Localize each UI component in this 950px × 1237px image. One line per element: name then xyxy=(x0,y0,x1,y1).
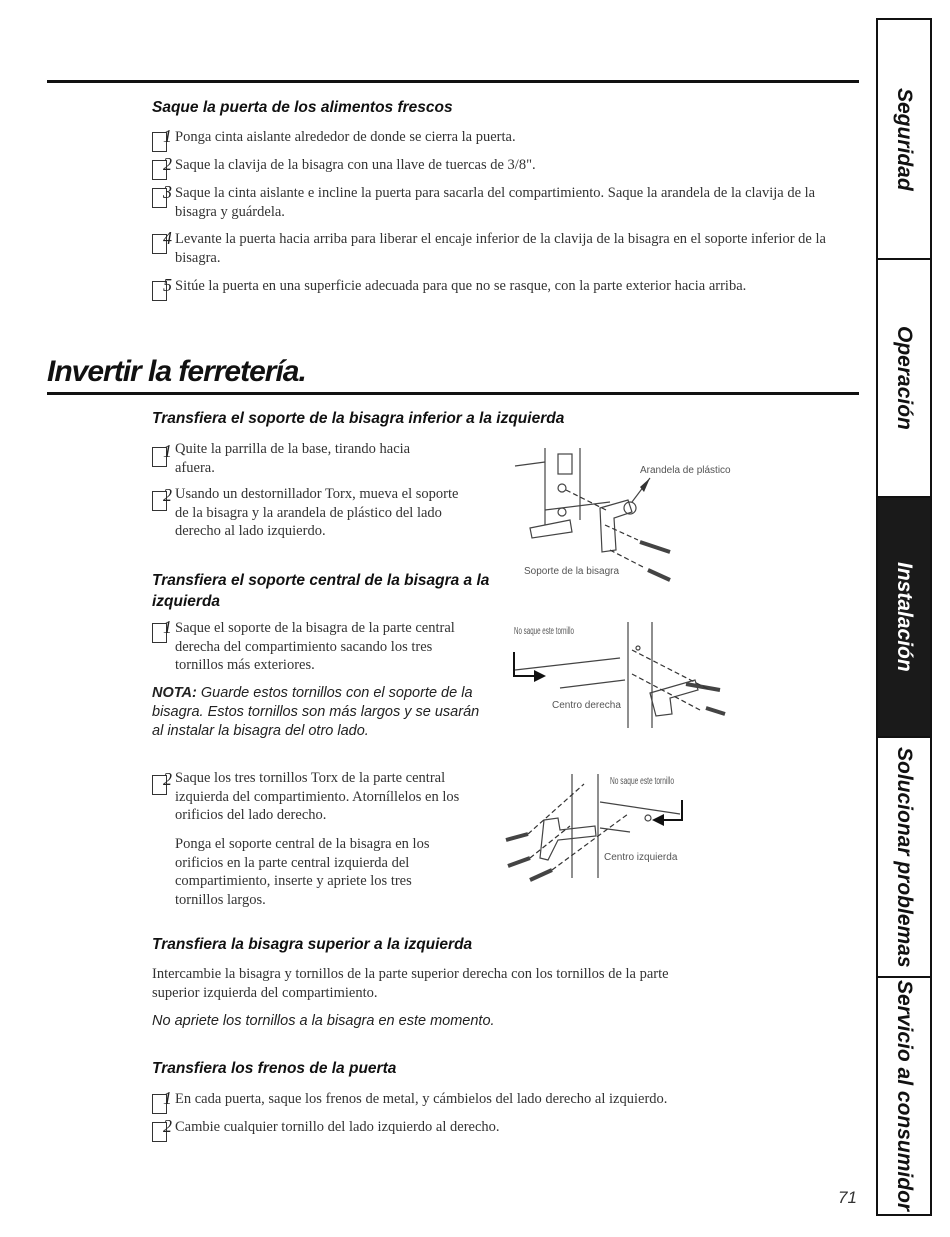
center-right-hinge-figure xyxy=(510,618,740,738)
tab-label: Servicio al consumidor xyxy=(893,980,916,1212)
step-number: 1 xyxy=(163,617,172,637)
paragraph-text: Intercambie la bisagra y tornillos de la parte superior derecha con los tornillos de la parte superior izquierda del compartimiento. xyxy=(152,966,669,1001)
step-text: Saque el soporte de la bisagra de la parte central derecha del compartimiento sacando los tres tornillos más exteriores. xyxy=(175,620,455,673)
section-heading-upper-hinge: Transfiera la bisagra superior a la izquierda xyxy=(152,936,473,953)
tab-label: Instalación xyxy=(893,562,916,672)
step-number: 2 xyxy=(163,154,172,174)
page-number: 71 xyxy=(838,1188,857,1207)
note-paragraph xyxy=(152,684,482,741)
step-text: Levante la puerta hacia arriba para liberar el encaje inferior de la clavija de la bisagra en el soporte inferior de la bisagra. xyxy=(175,231,826,266)
tab-label: Seguridad xyxy=(893,87,916,191)
center-left-hinge-figure xyxy=(500,770,730,885)
tab-instalacion[interactable] xyxy=(878,498,930,738)
label-center-right: Centro derecha xyxy=(552,700,621,711)
lower-hinge-figure xyxy=(510,440,740,590)
section-heading-lower-hinge: Transfiera el soporte de la bisagra inferior a la izquierda xyxy=(152,410,565,427)
top-rule xyxy=(47,80,859,83)
step-number: 3 xyxy=(163,182,172,202)
label-do-not-remove-line1: No saque este tornillo xyxy=(514,626,575,637)
step-number: 2 xyxy=(163,1116,172,1136)
step-number: 5 xyxy=(163,275,172,295)
step-text: Sitúe la puerta en una superficie adecuada para que no se rasque, con la parte exterior hacia arriba. xyxy=(175,278,747,294)
tab-solucionar-problemas[interactable] xyxy=(878,738,930,978)
label-plastic-washer: Arandela de plástico xyxy=(640,465,731,476)
step-number: 4 xyxy=(163,228,172,248)
step-text: Cambie cualquier tornillo del lado izquierdo al derecho. xyxy=(175,1119,500,1135)
note-label: NOTA: xyxy=(152,685,197,701)
step-text: En cada puerta, saque los frenos de metal, y cámbielos del lado derecho al izquierdo. xyxy=(175,1091,668,1107)
tab-operacion[interactable] xyxy=(878,260,930,498)
step-number: 1 xyxy=(163,441,172,461)
label-do-not-remove: No saque este tornillo xyxy=(610,776,675,787)
section-heading-remove-door: Saque la puerta de los alimentos frescos xyxy=(152,99,453,116)
step-number: 2 xyxy=(163,485,172,505)
paragraph-text: Ponga el soporte central de la bisagra en los orificios en la parte central izquierda del compartimiento, inserte y apriete los tres tornillos largos. xyxy=(175,836,430,908)
page-title: Invertir la ferretería. xyxy=(47,355,306,388)
step-text: Saque la clavija de la bisagra con una llave de tuercas de 3/8". xyxy=(175,157,536,173)
step-text: Usando un destornillador Torx, mueva el soporte de la bisagra y la arandela de plástico del lado derecho al lado izquierdo. xyxy=(175,486,459,539)
italic-note: No apriete los tornillos a la bisagra en este momento. xyxy=(152,1013,495,1029)
label-center-left: Centro izquierda xyxy=(604,852,678,863)
step-number: 2 xyxy=(163,769,172,789)
step-text: Saque los tres tornillos Torx de la parte central izquierda del compartimiento. Atorníllelos en los orificios del lado derecho. xyxy=(175,770,460,823)
section-heading-door-stops: Transfiera los frenos de la puerta xyxy=(152,1060,397,1077)
step-text: Quite la parrilla de la base, tirando hacia afuera. xyxy=(175,441,411,476)
title-rule xyxy=(47,392,859,395)
label-hinge-bracket: Soporte de la bisagra xyxy=(524,566,620,577)
tab-servicio-consumidor[interactable] xyxy=(878,978,930,1214)
tab-seguridad[interactable] xyxy=(878,20,930,260)
step-number: 1 xyxy=(163,1088,172,1108)
section-nav-sidebar xyxy=(876,18,932,1216)
tab-label: Solucionar problemas xyxy=(893,746,916,968)
step-number: 1 xyxy=(163,126,172,146)
step-text: Saque la cinta aislante e incline la puerta para sacarla del compartimiento. Saque la arandela de la clavija de la bisagra y guárdela. xyxy=(175,185,816,220)
section-heading-center-hinge: Transfiera el soporte central de la bisagra a la izquierda xyxy=(152,572,490,610)
tab-label: Operación xyxy=(893,326,916,430)
step-text: Ponga cinta aislante alrededor de donde se cierra la puerta. xyxy=(175,129,516,145)
note-text: Guarde estos tornillos con el soporte de la bisagra. Estos tornillos son más largos y se usarán al instalar la bisagra del otro lado. xyxy=(152,685,480,739)
